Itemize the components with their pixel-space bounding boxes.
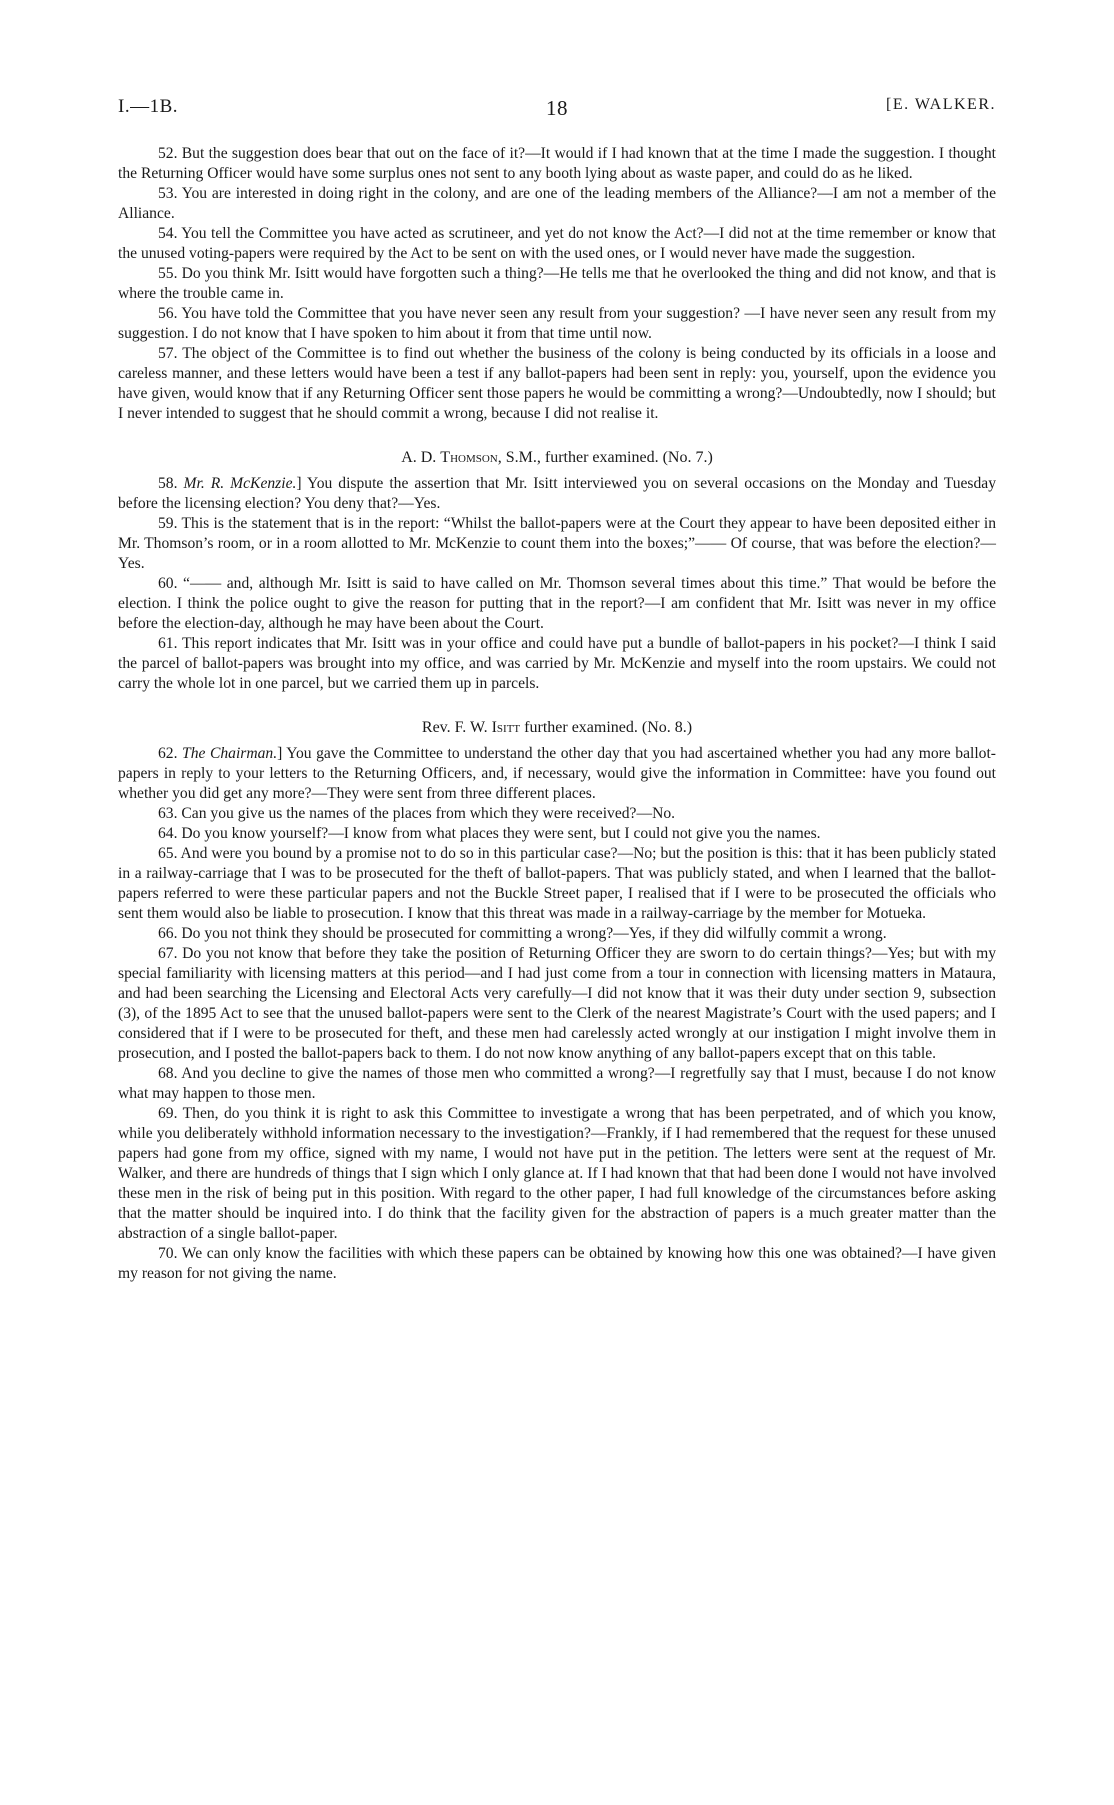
question-66: 66. Do you not think they should be prosecuted for committing a wrong?—Yes, if they did wilfully commit a wrong.	[158, 925, 887, 942]
heading-prefix: A. D.	[401, 449, 441, 466]
paper-reference: I.—1B.	[118, 96, 178, 117]
heading-name: Isitt	[491, 719, 521, 736]
question-69: 69. Then, do you think it is right to ask this Committee to investigate a wrong that has been perpetrated, and of which you know, while you deliberately withhold information necessary to the investigation?—Frankly, if I had remembered that the request for these unused papers had gone from my office, signed with my name, I would not have put in the petition. The letters were sent at the request of Mr. Walker, and there are hundreds of things that I sign which I only glance at. If I had known that that had been done I would not have involved these men in the risk of being put in this position. With regard to the other paper, I had full knowledge of the circumstances before asking that the matter should be inquired into. I do think that the facility given for the abstraction of papers is a much greater matter than the abstraction of a single ballot-paper.	[118, 1105, 996, 1242]
section-heading-isitt	[118, 718, 996, 738]
question-60: 60. “—— and, although Mr. Isitt is said to have called on Mr. Thomson several times about this time.” That would be before the election. I think the police ought to give the reason for putting that in the report?—I am confident that Mr. Isitt was never in my office before the election-day, although he may have been about the Court.	[118, 575, 996, 632]
question-number: 62.	[158, 745, 183, 762]
question-67: 67. Do you not know that before they take the position of Returning Officer they are sworn to do certain things?—Yes; but with my special familiarity with licensing matters at this period—and I had just come from a tour in connection with licensing matters in Mataura, and had been searching the Licensing and Electoral Acts very carefully—I did not know that it was their duty under section 9, subsection (3), of the 1895 Act to see that the unused ballot-papers were sent to the Clerk of the nearest Magistrate’s Court with the used papers; and I considered that if I were to be prosecuted for theft, and these men had carelessly acted wrongly at our instigation I might involve them in prosecution, and I posted the ballot-papers back to them. I do not now know anything of any ballot-papers except that on this table.	[118, 945, 996, 1062]
question-58	[118, 474, 996, 514]
question-59: 59. This is the statement that is in the report: “Whilst the ballot-papers were at the Court they appear to have been deposited either in Mr. Thomson’s room, or in a room allotted to Mr. McKenzie to count them into the boxes;”—— Of course, that was before the election?—Yes.	[118, 515, 996, 572]
question-53: 53. You are interested in doing right in the colony, and are one of the leading members of the Alliance?—I am not a member of the Alliance.	[118, 185, 996, 222]
thomson-evidence	[118, 474, 996, 694]
question-text: ] You dispute the assertion that Mr. Isitt interviewed you on several occasions on the Monday and Tuesday before the licensing election? You deny that?—Yes.	[118, 475, 997, 512]
witness-name: [E. WALKER.	[886, 96, 996, 113]
question-64: 64. Do you know yourself?—I know from what places they were sent, but I could not give you the names.	[158, 825, 821, 842]
running-head	[118, 96, 996, 130]
question-61: 61. This report indicates that Mr. Isitt was in your office and could have put a bundle of ballot-papers in his pocket?—I think I said the parcel of ballot-papers was brought into my office, and was carried by Mr. McKenzie and myself into the room upstairs. We could not carry the whole lot in one parcel, but we carried them up in parcels.	[118, 635, 996, 692]
body-text	[118, 144, 996, 1284]
heading-name: Thomson	[440, 449, 498, 466]
heading-suffix: further examined. (No. 8.)	[520, 719, 693, 736]
question-63: 63. Can you give us the names of the places from which they were received?—No.	[158, 805, 676, 822]
question-62	[118, 744, 996, 804]
section-heading-thomson	[118, 448, 996, 468]
question-number: 58.	[158, 475, 184, 492]
document-page	[118, 96, 996, 1284]
question-text: ] You gave the Committee to understand the other day that you had ascertained whether you had any more ballot-papers in reply to your letters to the Returning Officers, and, if necessary, would give the information in Committee: have you found out whether you did get any more?—They were sent from three different places.	[118, 745, 996, 802]
question-65: 65. And were you bound by a promise not to do so in this particular case?—No; but the position is this: that it has been publicly stated in a railway-carriage that I was to be prosecuted for the theft of ballot-papers. That was publicly stated, and when I learned that the ballot-papers referred to were these particular papers and not the Buckle Street paper, I realised that if I were to be prosecuted the officials who sent them would also be liable to prosecution. I know that this threat was made in a railway-carriage by the member for Motueka.	[118, 845, 996, 922]
question-54: 54. You tell the Committee you have acted as scrutineer, and yet do not know the Act?—I did not at the time remember or know that the unused voting-papers were required by the Act to be sent on with the used ones, or I would never have made the suggestion.	[118, 225, 996, 262]
heading-prefix: Rev. F. W.	[421, 719, 492, 736]
heading-suffix: , S.M., further examined. (No. 7.)	[497, 449, 713, 466]
speaker-name: Mr. R. McKenzie.	[183, 475, 297, 492]
walker-evidence	[118, 144, 996, 424]
page-number: 18	[546, 96, 568, 120]
speaker-name: The Chairman.	[182, 745, 278, 762]
question-57: 57. The object of the Committee is to find out whether the business of the colony is being conducted by its officials in a loose and careless manner, and these letters would have been a test if any ballot-papers had been sent in reply: you, yourself, upon the evidence you have given, would know that if any Returning Officer sent those papers he would be committing a wrong?—Undoubtedly, now I should; but I never intended to suggest that he should commit a wrong, because I did not realise it.	[118, 345, 996, 422]
question-70: 70. We can only know the facilities with which these papers can be obtained by knowing how this one was obtained?—I have given my reason for not giving the name.	[118, 1245, 996, 1282]
question-55: 55. Do you think Mr. Isitt would have forgotten such a thing?—He tells me that he overlooked the thing and did not know, and that is where the trouble came in.	[118, 265, 996, 302]
isitt-evidence	[118, 744, 996, 1284]
question-56: 56. You have told the Committee that you have never seen any result from your suggestion? —I have never seen any result from my suggestion. I do not know that I have spoken to him about it from that time until now.	[118, 305, 996, 342]
question-52: 52. But the suggestion does bear that out on the face of it?—It would if I had known that at the time I made the suggestion. I thought the Returning Officer would have some surplus ones not sent to any booth lying about as waste paper, and could do as he liked.	[118, 145, 996, 182]
question-68: 68. And you decline to give the names of those men who committed a wrong?—I regretfully say that I must, because I do not know what may happen to those men.	[118, 1065, 996, 1102]
